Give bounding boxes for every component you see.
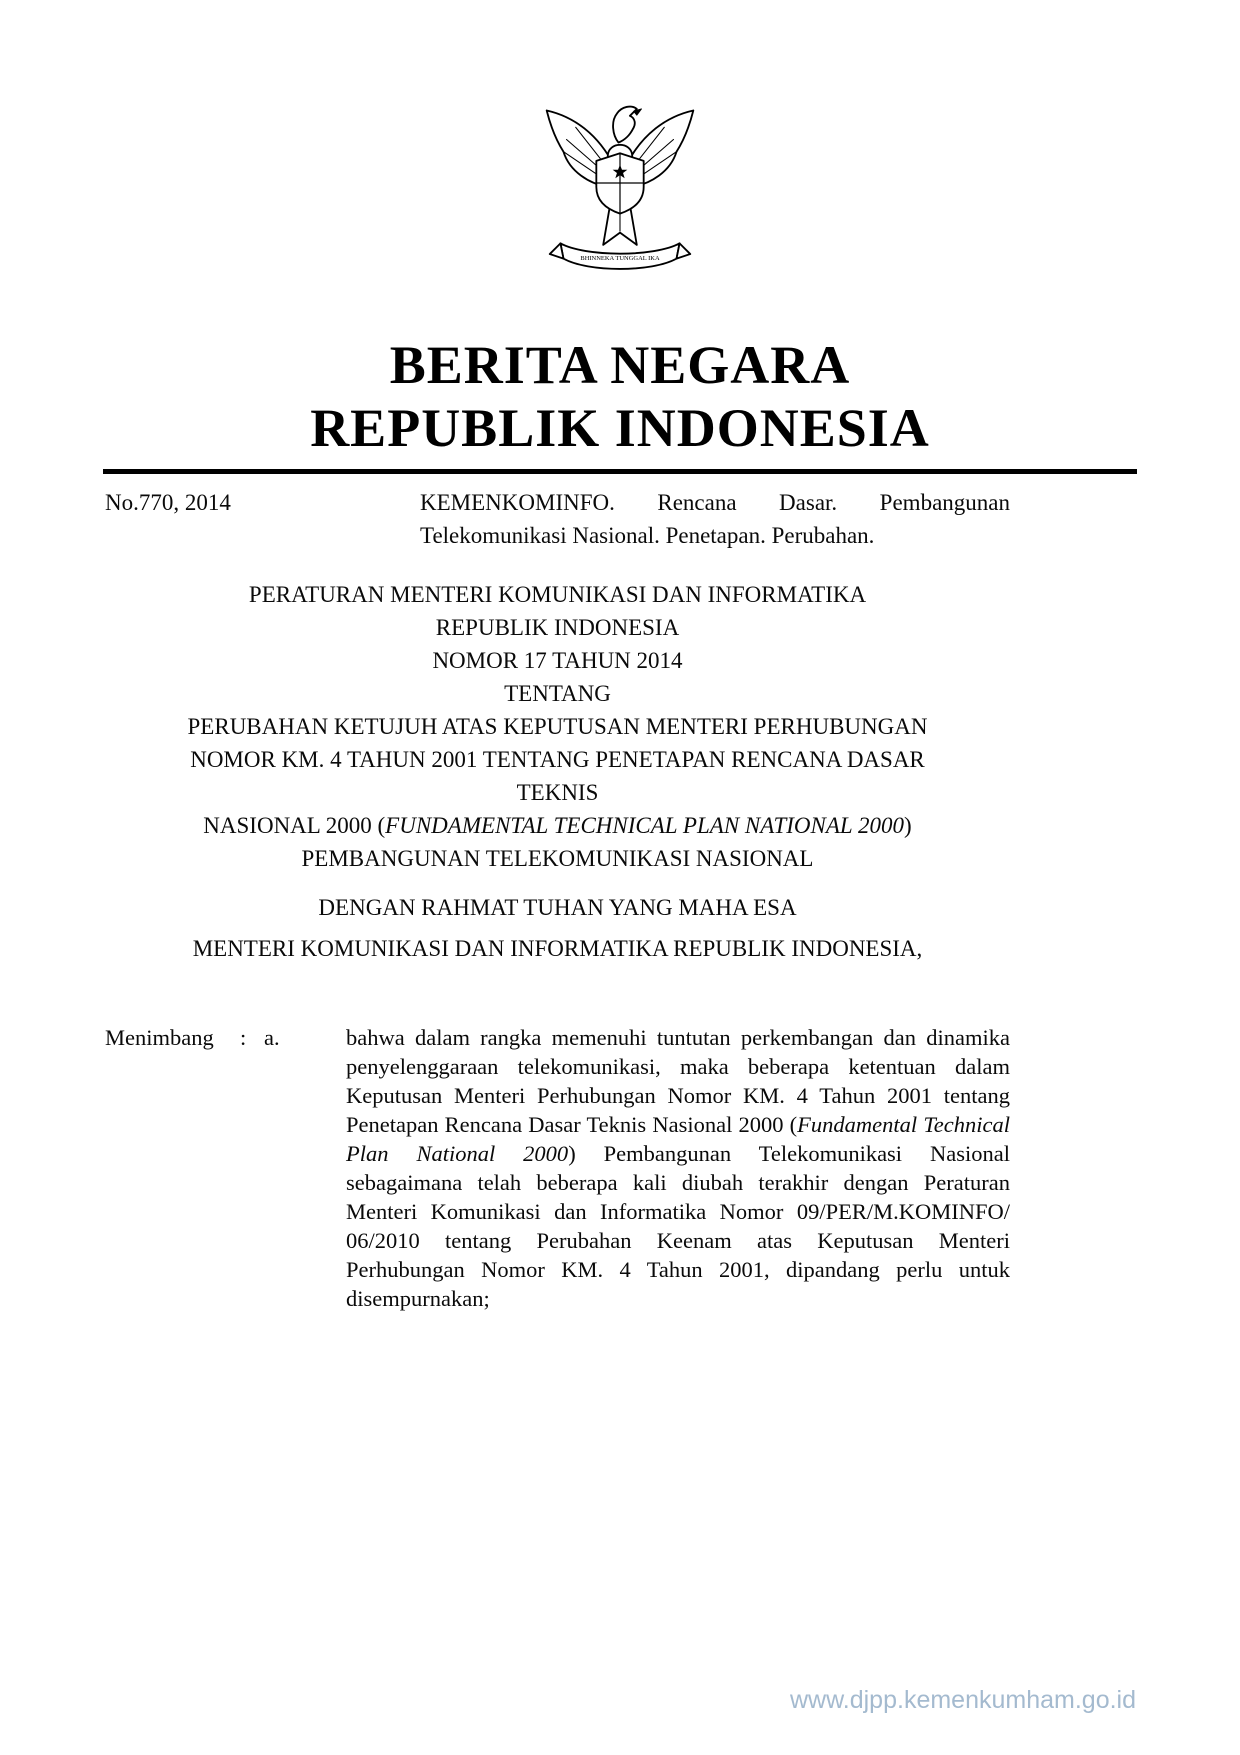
regulation-title-line2: REPUBLIK INDONESIA: [435, 615, 680, 641]
considering-text: bahwa dalam rangka memenuhi tuntutan perkembangan dan dinamika penyelenggaraan telekomunikasi, maka beberapa ketentuan dalam Keputusan Menteri Perhubungan Nomor KM. 4 Tahun 2001 tentang Penetapan Rencana Dasar Teknis Nasional 2000 (Fundamental Technical Plan National 2000) Pembangunan Telekomunikasi Nasional sebagaimana telah beberapa kali diubah terakhir dengan Peraturan Menteri Komunikasi dan Informatika Nomor 09/PER/M.KOMINFO/ 06/2010 tentang Perubahan Keenam atas Keputusan Menteri Perhubungan Nomor KM. 4 Tahun 2001, dipandang perlu untuk disempurnakan;: [346, 1025, 1011, 1312]
masthead-divider: [103, 469, 1137, 474]
regulation-title-line1: PERATURAN MENTERI KOMUNIKASI DAN INFORMATIKA: [248, 582, 867, 608]
considering-italic-segment: Fundamental Technical Plan National 2000: [346, 1112, 1010, 1167]
subject-italic-segment: FUNDAMENTAL TECHNICAL PLAN NATIONAL 2000: [385, 813, 905, 839]
regulation-authority: MENTERI KOMUNIKASI DAN INFORMATIKA REPUBLIK INDONESIA,: [192, 936, 923, 962]
emblem-container: [0, 0, 1240, 282]
considering-clause: [105, 1023, 1010, 1313]
regulation-subject-line2: NOMOR KM. 4 TAHUN 2001 TENTANG PENETAPAN RENCANA DASAR: [190, 747, 925, 773]
regulation-number: NOMOR 17 TAHUN 2014: [432, 648, 683, 674]
regulation-invocation: DENGAN RAHMAT TUHAN YANG MAHA ESA: [318, 895, 797, 921]
emblem-motto: BHINNEKA TUNGGAL IKA: [580, 255, 660, 263]
regulation-subject-line4: NASIONAL 2000 (FUNDAMENTAL TECHNICAL PLAN NATIONAL 2000): [203, 813, 912, 839]
subject-abstract: KEMENKOMINFO. Rencana Dasar. Pembangunan Telekomunikasi Nasional. Penetapan. Perubahan.: [420, 490, 1010, 549]
regulation-subject-line5: PEMBANGUNAN TELEKOMUNIKASI NASIONAL: [301, 846, 814, 872]
regulation-subject-line1: PERUBAHAN KETUJUH ATAS KEPUTUSAN MENTERI PERHUBUNGAN: [187, 714, 928, 740]
considering-item-marker: a.: [264, 1025, 280, 1051]
gazette-masthead: [0, 334, 1240, 459]
watermark-url[interactable]: www.djpp.kemenkumham.go.id: [790, 1686, 1136, 1714]
considering-separator: :: [240, 1025, 247, 1051]
considering-label: Menimbang: [105, 1025, 214, 1051]
regulation-about-label: TENTANG: [504, 681, 611, 707]
regulation-heading: [105, 578, 1010, 965]
issue-number: No.770, 2014: [105, 490, 231, 516]
gazette-title-line2: REPUBLIK INDONESIA: [310, 397, 930, 458]
gazette-header-row: [105, 486, 1010, 552]
gazette-title-line1: BERITA NEGARA: [389, 335, 851, 395]
garuda-pancasila-emblem: [536, 86, 704, 277]
regulation-subject-line3: TEKNIS: [516, 780, 599, 806]
